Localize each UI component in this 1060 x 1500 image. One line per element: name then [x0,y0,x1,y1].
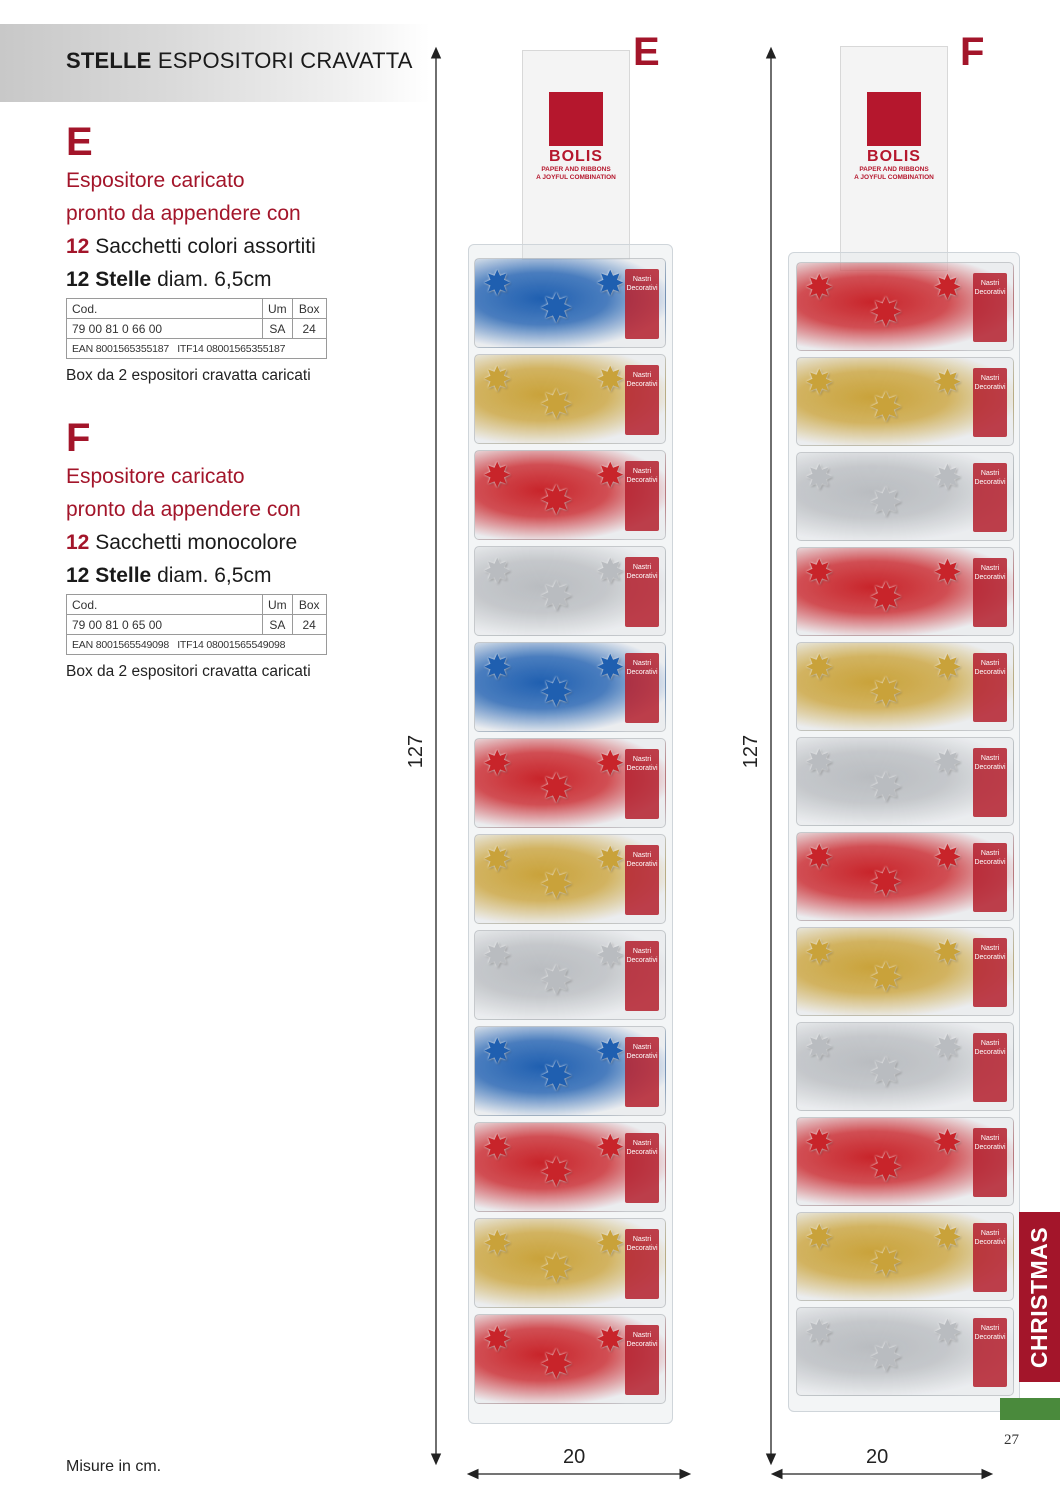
star-bow-icon: ✸ [805,649,834,687]
star-bag [474,834,666,924]
star-bow-icon: ✸ [933,364,962,402]
star-bag [796,357,1014,446]
star-bow-icon: ✸ [595,361,625,399]
star-bow-icon: ✸ [869,291,903,335]
star-bag [796,1022,1014,1111]
star-bow-icon: ✸ [595,457,625,495]
star-bow-icon: ✸ [595,937,625,975]
bag-label: Nastri Decorativi [973,463,1007,532]
star-bag [474,738,666,828]
logo-brand: BOLIS [867,148,921,165]
bag-label: Nastri Decorativi [973,843,1007,912]
star-bow-icon: ✸ [805,459,834,497]
bag-label: Nastri Decorativi [625,1037,659,1107]
star-bag [474,1314,666,1404]
star-bow-icon: ✸ [595,649,625,687]
star-bow-icon: ✸ [933,1029,962,1067]
width-label-f: 20 [866,1446,889,1468]
star-bag [474,1218,666,1308]
product-letter: F [66,416,91,460]
star-bow-icon: ✸ [483,553,512,591]
bag-label: Nastri Decorativi [625,1133,659,1203]
bag-label: Nastri Decorativi [973,1318,1007,1387]
star-bow-icon: ✸ [805,269,834,307]
star-bow-icon: ✸ [539,863,573,907]
product-spec-stars: 12 Stelle diam. 6,5cm [66,564,272,587]
star-bow-icon: ✸ [869,766,903,810]
star-bag [796,1307,1014,1396]
bag-label: Nastri Decorativi [973,653,1007,722]
star-bow-icon: ✸ [933,1219,962,1257]
star-bow-icon: ✸ [805,744,834,782]
star-bag [474,930,666,1020]
star-bow-icon: ✸ [539,1247,573,1291]
star-bow-icon: ✸ [869,576,903,620]
star-bow-icon: ✸ [933,839,962,877]
star-bow-icon: ✸ [869,1241,903,1285]
star-bow-icon: ✸ [805,554,834,592]
star-bow-icon: ✸ [933,269,962,307]
footer-note: Misure in cm. [66,1458,162,1475]
bolis-logo [849,92,939,182]
star-bow-icon: ✸ [805,364,834,402]
star-bow-icon: ✸ [539,383,573,427]
star-bow-icon: ✸ [483,457,512,495]
star-bow-icon: ✸ [595,265,625,303]
product-desc-line: pronto da appendere con [66,498,301,521]
height-label-e: 127 [405,734,428,769]
table-header-box: Box [292,299,326,319]
bag-label: Nastri Decorativi [973,273,1007,342]
star-bow-icon: ✸ [483,1033,512,1071]
product-box: 24 [292,615,326,635]
star-bow-icon: ✸ [805,1219,834,1257]
bag-label: Nastri Decorativi [973,1128,1007,1197]
bag-label: Nastri Decorativi [973,368,1007,437]
bag-label: Nastri Decorativi [625,653,659,723]
star-bow-icon: ✸ [595,1321,625,1359]
star-bow-icon: ✸ [595,841,625,879]
star-bag [796,832,1014,921]
bag-label: Nastri Decorativi [625,461,659,531]
star-bag [474,642,666,732]
bag-label: Nastri Decorativi [625,1229,659,1299]
star-bow-icon: ✸ [869,1146,903,1190]
bag-label: Nastri Decorativi [973,1033,1007,1102]
product-spec-stars: 12 Stelle diam. 6,5cm [66,268,272,291]
star-bow-icon: ✸ [539,575,573,619]
star-bow-icon: ✸ [869,1336,903,1380]
table-header-box: Box [292,595,326,615]
product-box: 24 [292,319,326,339]
star-bow-icon: ✸ [933,459,962,497]
product-code: 79 00 81 0 65 00 [67,615,263,635]
bag-label: Nastri Decorativi [625,941,659,1011]
star-bow-icon: ✸ [539,959,573,1003]
height-label-f: 127 [740,734,763,769]
product-spec-bags: 12 Sacchetti monocolore [66,531,298,554]
bag-label: Nastri Decorativi [973,938,1007,1007]
star-bow-icon: ✸ [539,1055,573,1099]
star-bow-icon: ✸ [539,1151,573,1195]
star-bow-icon: ✸ [869,861,903,905]
star-bow-icon: ✸ [933,554,962,592]
bolis-logo-mark-icon [867,92,921,146]
star-bow-icon: ✸ [595,553,625,591]
table-header-um: Um [263,299,293,319]
product-note: Box da 2 espositori cravatta caricati [66,663,311,680]
star-bow-icon: ✸ [539,671,573,715]
star-bow-icon: ✸ [483,649,512,687]
star-bow-icon: ✸ [933,744,962,782]
star-bow-icon: ✸ [539,479,573,523]
bag-label: Nastri Decorativi [625,1325,659,1395]
star-bag [796,927,1014,1016]
star-bow-icon: ✸ [483,361,512,399]
star-bow-icon: ✸ [539,1343,573,1387]
star-bow-icon: ✸ [869,956,903,1000]
star-bow-icon: ✸ [595,1225,625,1263]
product-code: 79 00 81 0 66 00 [67,319,263,339]
star-bow-icon: ✸ [869,481,903,525]
star-bag [474,258,666,348]
star-bow-icon: ✸ [805,1314,834,1352]
width-label-e: 20 [563,1446,586,1468]
star-bag [796,1212,1014,1301]
bag-label: Nastri Decorativi [973,1223,1007,1292]
logo-tagline: PAPER AND RIBBONS [859,166,929,173]
star-bag [796,547,1014,636]
table-header-um: Um [263,595,293,615]
star-bow-icon: ✸ [483,1225,512,1263]
table-header-cod: Cod. [67,299,263,319]
star-bag [474,1026,666,1116]
product-desc-line: pronto da appendere con [66,202,301,225]
star-bow-icon: ✸ [805,1124,834,1162]
star-bow-icon: ✸ [869,386,903,430]
star-bow-icon: ✸ [805,1029,834,1067]
star-bow-icon: ✸ [805,839,834,877]
product-um: SA [263,319,293,339]
product-ean-row: EAN 8001565549098 ITF14 08001565549098 [67,635,327,655]
bag-label: Nastri Decorativi [973,748,1007,817]
star-bag [474,354,666,444]
star-bow-icon: ✸ [539,287,573,331]
product-um: SA [263,615,293,635]
logo-tagline: PAPER AND RIBBONS [541,166,611,173]
logo-brand: BOLIS [549,148,603,165]
star-bow-icon: ✸ [595,745,625,783]
display-letter-e: E [633,30,660,74]
star-bow-icon: ✸ [483,265,512,303]
star-bag [474,450,666,540]
logo-tagline: A JOYFUL COMBINATION [536,174,616,181]
bag-label: Nastri Decorativi [625,269,659,339]
product-letter: E [66,120,93,164]
table-header-cod: Cod. [67,595,263,615]
star-bow-icon: ✸ [933,1124,962,1162]
star-bow-icon: ✸ [483,1129,512,1167]
section-tab-christmas: CHRISTMAS [1019,1212,1060,1382]
bolis-logo-mark-icon [549,92,603,146]
product-note: Box da 2 espositori cravatta caricati [66,367,311,384]
bag-label: Nastri Decorativi [625,845,659,915]
star-bag [796,262,1014,351]
star-bow-icon: ✸ [483,1321,512,1359]
star-bow-icon: ✸ [933,649,962,687]
bag-label: Nastri Decorativi [625,365,659,435]
bag-label: Nastri Decorativi [973,558,1007,627]
star-bow-icon: ✸ [595,1129,625,1167]
star-bag [796,1117,1014,1206]
star-bag [796,642,1014,731]
star-bow-icon: ✸ [483,841,512,879]
page-title: STELLE ESPOSITORI CRAVATTA [66,48,413,73]
star-bow-icon: ✸ [933,1314,962,1352]
star-bag [796,452,1014,541]
star-bow-icon: ✸ [539,767,573,811]
bag-label: Nastri Decorativi [625,749,659,819]
star-bow-icon: ✸ [869,671,903,715]
star-bow-icon: ✸ [805,934,834,972]
star-bag [474,1122,666,1212]
logo-tagline: A JOYFUL COMBINATION [854,174,934,181]
bolis-logo [531,92,621,182]
star-bow-icon: ✸ [483,745,512,783]
star-bag [474,546,666,636]
product-desc-line: Espositore caricato [66,169,245,192]
product-desc-line: Espositore caricato [66,465,245,488]
star-bow-icon: ✸ [933,934,962,972]
bag-label: Nastri Decorativi [625,557,659,627]
product-ean-row: EAN 8001565355187 ITF14 08001565355187 [67,339,327,359]
page-number: 27 [1004,1432,1019,1448]
product-spec-bags: 12 Sacchetti colori assortiti [66,235,316,258]
display-letter-f: F [960,30,985,74]
star-bag [796,737,1014,826]
star-bow-icon: ✸ [595,1033,625,1071]
star-bow-icon: ✸ [483,937,512,975]
star-bow-icon: ✸ [869,1051,903,1095]
green-accent-bar [1000,1398,1060,1420]
